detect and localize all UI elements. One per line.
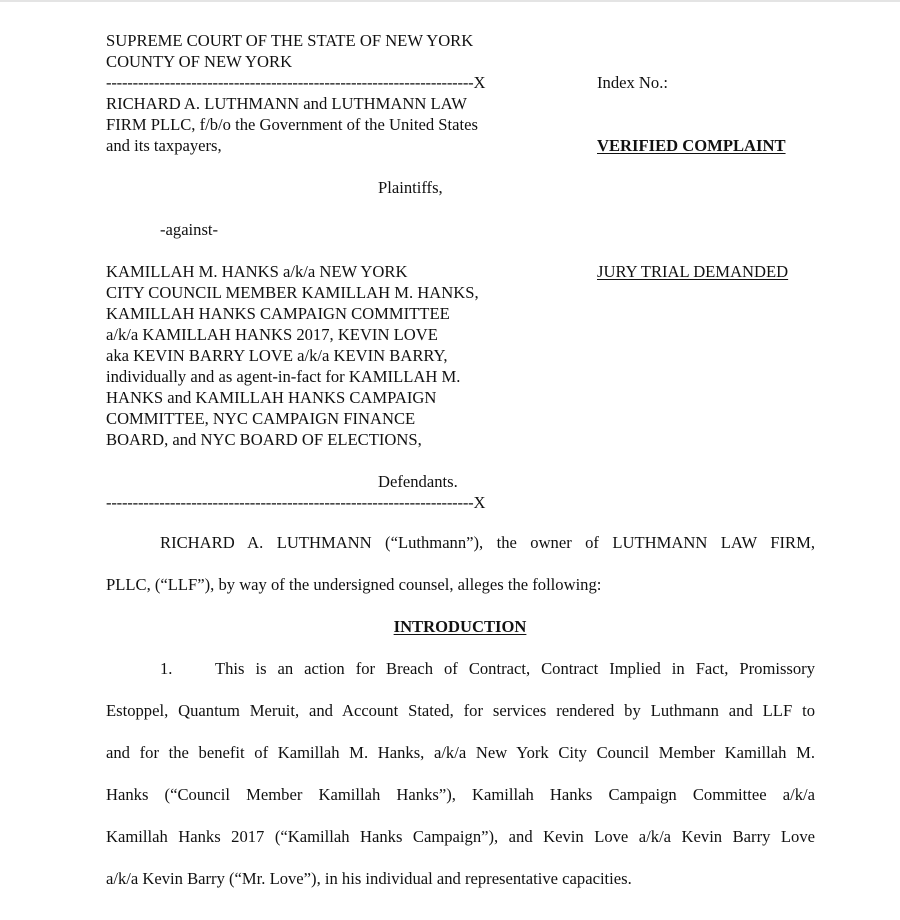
plaintiff-line: FIRM PLLC, f/b/o the Government of the United States [106,115,478,134]
index-number-label: Index No.: [597,73,668,92]
jury-demand: JURY TRIAL DEMANDED [597,262,789,281]
paragraph-line: Hanks (“Council Member Kamillah Hanks”), Kamillah Hanks Campaign Committee a/k/a [106,785,815,804]
defendant-line: aka KEVIN BARRY LOVE a/k/a KEVIN BARRY, [106,346,448,365]
paragraph-line: and for the benefit of Kamillah M. Hanks, a/k/a New York City Council Member Kamillah M. [106,743,815,762]
county-name: COUNTY OF NEW YORK [106,52,293,71]
plaintiff-line: and its taxpayers, [106,136,222,155]
defendant-line: individually and as agent-in-fact for KAMILLAH M. [106,367,461,386]
paragraph-number: 1. [160,659,173,678]
document-title: VERIFIED COMPLAINT [597,136,786,155]
plaintiff-line: RICHARD A. LUTHMANN and LUTHMANN LAW [106,94,467,113]
defendant-line: COMMITTEE, NYC CAMPAIGN FINANCE [106,409,416,428]
against-label: -against- [160,220,219,239]
plaintiffs-label: Plaintiffs, [378,178,443,197]
paragraph-line: This is an action for Breach of Contract, Contract Implied in Fact, Promissory [215,659,815,678]
page-top-border [0,0,900,2]
defendant-line: a/k/a KAMILLAH HANKS 2017, KEVIN LOVE [106,325,438,344]
section-heading: INTRODUCTION [393,617,527,636]
paragraph-line: Kamillah Hanks 2017 (“Kamillah Hanks Campaign”), and Kevin Love a/k/a Kevin Barry Love [106,827,815,846]
defendant-line: BOARD, and NYC BOARD OF ELECTIONS, [106,430,422,449]
defendants-label: Defendants. [378,472,458,491]
defendant-line: CITY COUNCIL MEMBER KAMILLAH M. HANKS, [106,283,479,302]
court-name: SUPREME COURT OF THE STATE OF NEW YORK [106,31,474,50]
caption-separator-bottom: ---------------------------------------------------------------------X [106,493,486,512]
paragraph-line: Estoppel, Quantum Meruit, and Account Stated, for services rendered by Luthmann and LLF to [106,701,815,720]
opening-line: RICHARD A. LUTHMANN (“Luthmann”), the owner of LUTHMANN LAW FIRM, [160,533,815,552]
caption-separator-top: ---------------------------------------------------------------------X [106,73,486,92]
paragraph-line: a/k/a Kevin Barry (“Mr. Love”), in his individual and representative capacities. [106,869,632,888]
defendant-line: KAMILLAH M. HANKS a/k/a NEW YORK [106,262,408,281]
defendant-line: KAMILLAH HANKS CAMPAIGN COMMITTEE [106,304,450,323]
opening-line: PLLC, (“LLF”), by way of the undersigned counsel, alleges the following: [106,575,602,594]
defendant-line: HANKS and KAMILLAH HANKS CAMPAIGN [106,388,437,407]
